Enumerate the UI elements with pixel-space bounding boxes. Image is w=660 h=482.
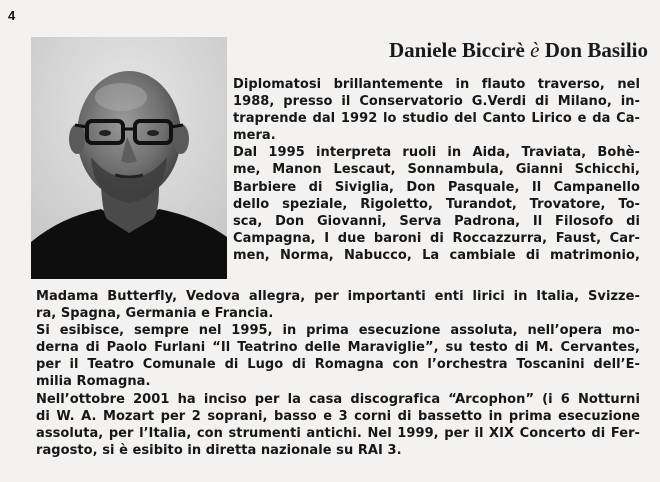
bio-line: mera. (233, 128, 276, 144)
biography-bottom (36, 288, 640, 459)
bio-line: di W. A. Mozart per 2 soprani, basso e 3 corni di bassetto in prima esecuzione (36, 408, 640, 424)
bio-line: milia Romagna. (36, 374, 151, 390)
page-title (389, 38, 648, 63)
bio-line: dello speziale, Rigoletto, Turandot, Trovatore, To- (233, 196, 640, 212)
bio-line: men, Norma, Nabucco, La cambiale di matrimonio, (233, 247, 640, 263)
bio-line: Nell’ottobre 2001 ha inciso per la casa discografica “Arcophon” (i 6 Notturni (36, 391, 640, 407)
role-name: Don Basilio (544, 38, 648, 62)
title-connector: è (530, 38, 540, 62)
biography-top (233, 76, 640, 264)
bio-line: Campagna, I due baroni di Roccazzurra, Faust, Car- (233, 230, 640, 246)
bio-line: per il Teatro Comunale di Lugo di Romagna con l’orchestra Toscanini dell’E- (36, 357, 640, 373)
bio-line: ragosto, si è esibito in diretta nazionale su RAI 3. (36, 442, 402, 458)
bio-line: derna di Paolo Furlani “Il Teatrino delle Maraviglie”, su testo di M. Cervantes, (36, 340, 640, 356)
portrait-illustration (31, 37, 227, 279)
bio-line: 1988, presso il Conservatorio G.Verdi di Milano, in- (233, 94, 640, 110)
bio-line: me, Manon Lescaut, Sonnambula, Gianni Schicchi, (233, 162, 640, 178)
bio-line: assoluta, per l’Italia, con strumenti antichi. Nel 1999, per il XIX Concerto di Fer- (36, 425, 640, 441)
bio-line: Dal 1995 interpreta ruoli in Aida, Traviata, Bohè- (233, 145, 640, 161)
bio-line: Madama Butterfly, Vedova allegra, per importanti enti lirici in Italia, Svizze- (36, 289, 640, 304)
portrait-photo (31, 37, 227, 279)
bio-line: traprende dal 1992 lo studio del Canto Lirico e da Ca- (233, 111, 640, 127)
bio-line: ra, Spagna, Germania e Francia. (36, 306, 274, 322)
singer-name: Daniele Biccirè (389, 38, 525, 62)
bio-line: Diplomatosi brillantemente in flauto traverso, nel (233, 77, 640, 92)
bio-line: sca, Don Giovanni, Serva Padrona, Il Filosofo di (233, 213, 640, 229)
page-number: 4 (8, 8, 16, 23)
bio-line: Barbiere di Siviglia, Don Pasquale, Il Campanello (233, 179, 640, 195)
bio-line: Si esibisce, sempre nel 1995, in prima esecuzione assoluta, nell’opera mo- (36, 323, 640, 339)
